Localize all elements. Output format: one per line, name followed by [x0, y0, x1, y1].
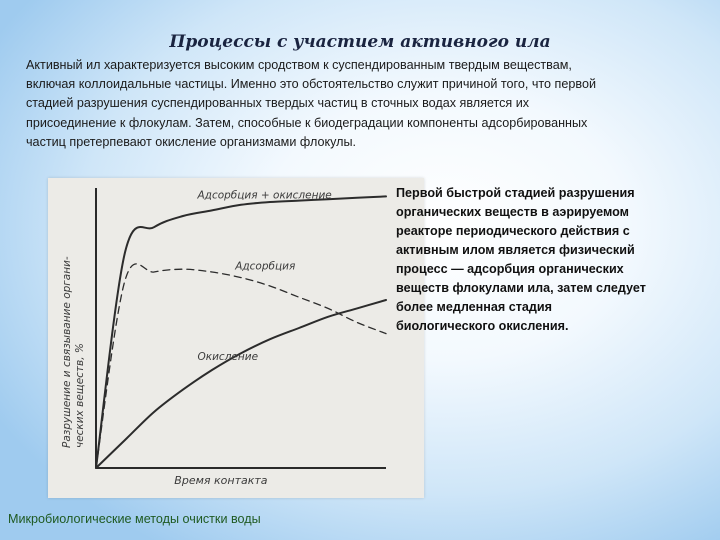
series-label-2: Адсорбция — [235, 260, 296, 273]
caption-line: органических веществ в аэрируемом — [396, 205, 629, 219]
caption-line: реакторе периодического действия с — [396, 224, 630, 238]
series-label-3: Окисление — [197, 351, 259, 363]
series-label-1: Адсорбция + окисление — [197, 189, 332, 202]
series-line-1 — [96, 196, 386, 468]
y-axis-label-line: ческих веществ, % — [74, 343, 86, 448]
y-axis-label-line: Разрушение и связывание органи- — [61, 256, 73, 448]
chart-series — [96, 196, 386, 468]
intro-line: стадией разрушения суспендированных твердых частиц в сточных водах является их — [26, 96, 530, 111]
chart-labels — [61, 189, 332, 487]
slide-title: Процессы с участием активного ила — [169, 32, 551, 52]
caption-line: более медленная стадия — [396, 300, 552, 314]
intro-line: включая коллоидальные частицы. Именно это обстоятельство служит причиной того, что первой — [26, 77, 596, 92]
caption-line: активным илом является физический — [396, 243, 635, 257]
caption-line: Первой быстрой стадией разрушения — [396, 186, 635, 200]
caption-paragraph — [396, 184, 696, 336]
chart-svg — [48, 178, 424, 498]
caption-line: биологического окисления. — [396, 319, 569, 333]
caption-line: процесс — адсорбция органических — [396, 262, 624, 276]
chart-image — [48, 178, 424, 498]
intro-line: частиц претерпевают окисление организмами флокулы. — [26, 134, 357, 149]
caption-line: веществ флокулами ила, затем следует — [396, 281, 646, 295]
intro-line: присоединение к флокулам. Затем, способные к биодеградации компоненты адсорбированных — [26, 115, 588, 130]
footer-label: Микробиологические методы очистки воды — [8, 512, 261, 526]
series-line-2 — [96, 264, 386, 468]
x-axis-label: Время контакта — [174, 474, 268, 487]
intro-line: Активный ил характеризуется высоким сродством к суспендированным твердым веществам, — [26, 58, 572, 72]
intro-paragraph — [26, 56, 694, 152]
series-line-3 — [96, 300, 386, 468]
